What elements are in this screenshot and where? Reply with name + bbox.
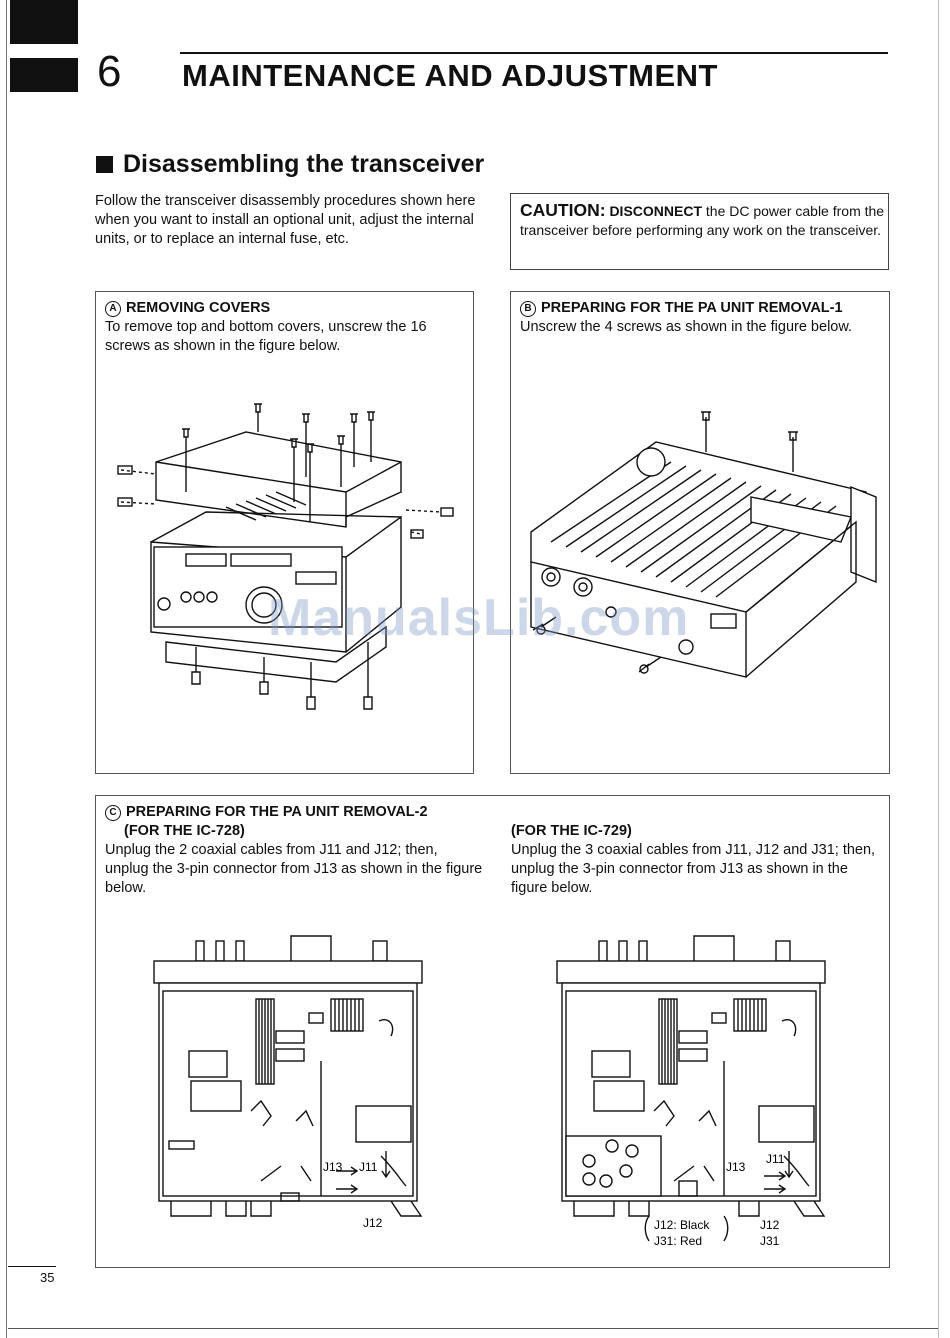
ic729-j31-color-label: J31: Red	[654, 1234, 703, 1248]
ic729-j13-label: J13	[726, 1160, 746, 1174]
ic728-j11-label: J11	[359, 1160, 378, 1174]
chapter-tab-block	[10, 0, 78, 44]
cover-removal-diagram	[96, 392, 473, 722]
panel-c-heading	[105, 803, 485, 822]
ic728-j12-label: J12	[363, 1216, 383, 1230]
panel-a-letter: A	[105, 301, 121, 317]
section-heading	[96, 152, 484, 177]
bottom-rule	[8, 1328, 938, 1329]
header-rule	[180, 52, 888, 54]
ic729-j12-label: J12	[760, 1218, 780, 1232]
page-right-edge	[938, 0, 939, 1338]
panel-b-text: Unscrew the 4 screws as shown in the figure below.	[520, 319, 853, 335]
page-left-edge	[6, 0, 7, 1338]
panel-b-heading	[520, 299, 882, 318]
panel-removing-covers	[95, 291, 474, 774]
pa-unit-screw-diagram	[511, 402, 889, 702]
panel-c-right-subheading: (FOR THE IC-729)	[511, 823, 632, 839]
page-number-rule	[8, 1266, 56, 1267]
ic728-j13-label: J13	[323, 1160, 343, 1174]
caution-text: the DC power cable from the transceiver before performing any work on the transceiver.	[520, 203, 885, 238]
section-title: Disassembling the transceiver	[123, 150, 485, 178]
bullet-square-icon	[96, 156, 113, 173]
panel-a-title: REMOVING COVERS	[126, 300, 271, 316]
panel-a-text: To remove top and bottom covers, unscrew the 16 screws as shown in the figure below.	[105, 319, 427, 354]
panel-c-title: PREPARING FOR THE PA UNIT REMOVAL-2	[126, 804, 428, 820]
chapter-number: 6	[97, 47, 122, 96]
ic729-j12-color-label: J12: Black	[654, 1218, 710, 1232]
caution-box	[510, 193, 889, 270]
panel-c-left-text: Unplug the 2 coaxial cables from J11 and J12; then, unplug the 3-pin connector from J13 as shown in the figure below.	[105, 842, 483, 896]
page-number: 35	[40, 1270, 55, 1285]
chapter-tab-block	[10, 58, 78, 92]
caution-strong: DISCONNECT	[609, 203, 702, 219]
panel-c-right-text: Unplug the 3 coaxial cables from J11, J12 and J31; then, unplug the 3-pin connector from J13 as shown in the figure below.	[511, 842, 876, 896]
intro-paragraph: Follow the transceiver disassembly procedures shown here when you want to install an optional unit, adjust the internal units, or to replace an internal fuse, etc.	[95, 193, 476, 247]
panel-a-heading	[105, 299, 467, 318]
panel-c-left-subheading: (FOR THE IC-728)	[124, 823, 245, 839]
chapter-title: MAINTENANCE AND ADJUSTMENT	[182, 58, 718, 93]
ic729-j11-label: J11	[766, 1152, 785, 1166]
panel-c-letter: C	[105, 805, 121, 821]
ic728-board-diagram	[151, 931, 436, 1241]
panel-b-title: PREPARING FOR THE PA UNIT REMOVAL-1	[541, 300, 843, 316]
watermark: ManualsLib.com	[268, 589, 690, 647]
panel-b-letter: B	[520, 301, 536, 317]
panel-pa-removal-2	[95, 795, 890, 1268]
caution-heading: CAUTION:	[520, 200, 606, 220]
panel-pa-removal-1	[510, 291, 890, 774]
ic729-board-diagram	[554, 931, 854, 1261]
ic729-j31-label: J31	[760, 1234, 780, 1248]
